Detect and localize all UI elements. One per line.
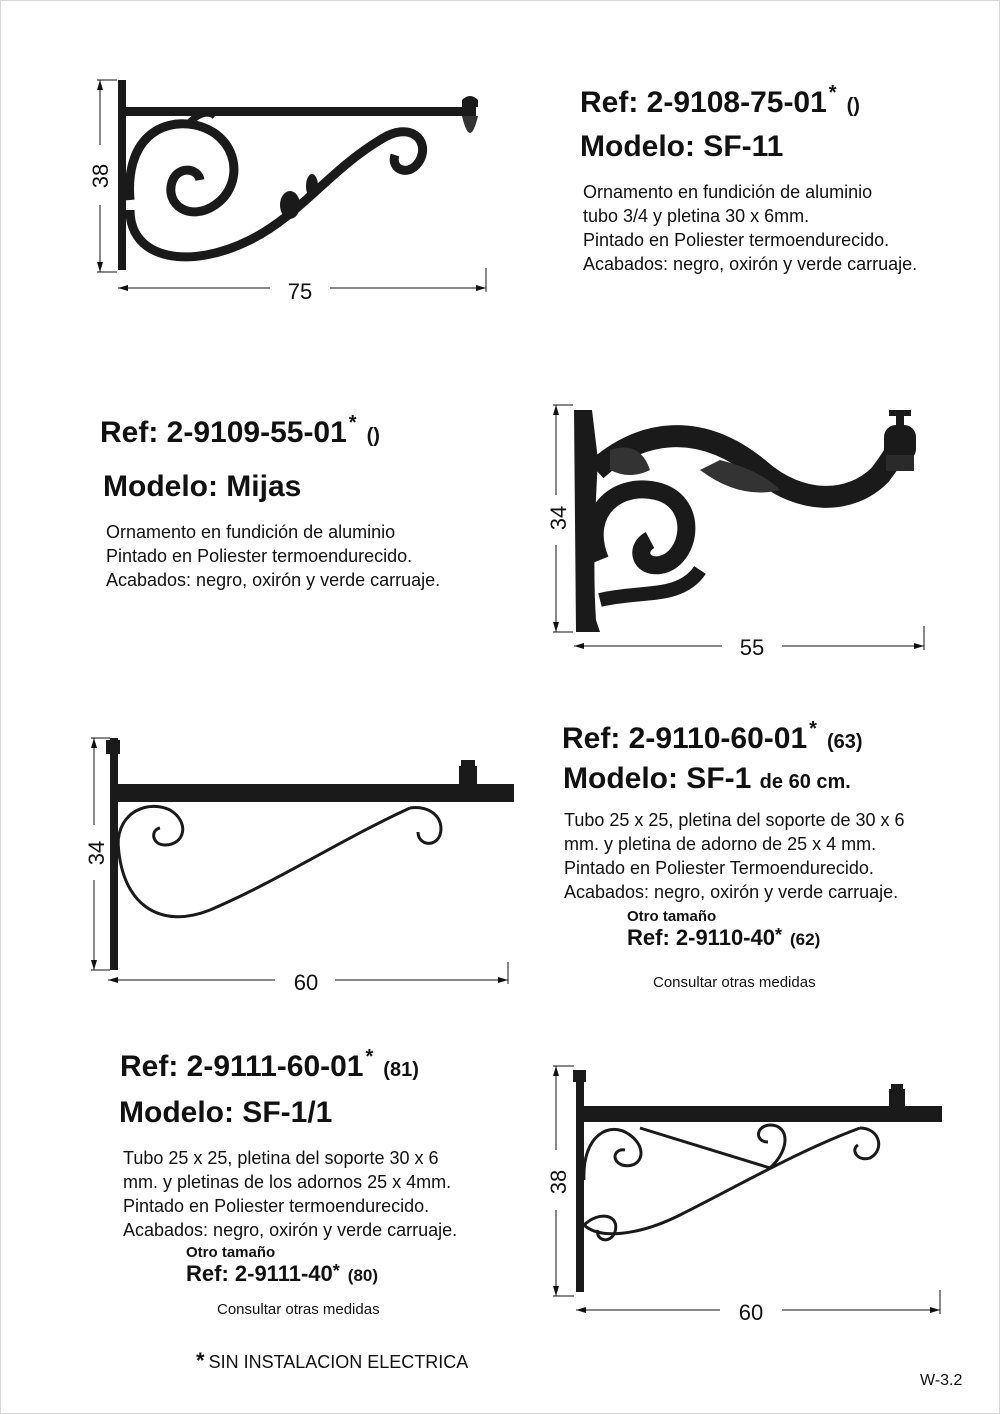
product-ref-sf11 [580, 82, 860, 120]
other-ref-text: Ref: 2-9110-40 [627, 925, 775, 950]
dim-height-mijas: 34 [546, 505, 571, 531]
desc-line: Pintado en Poliester Termoendurecido. [564, 858, 874, 878]
desc-line: Acabados: negro, oxirón y verde carruaje. [564, 882, 899, 902]
price-code: (81) [383, 1059, 419, 1081]
desc-line: Tubo 25 x 25, pletina del soporte de 30 x 6 [564, 810, 905, 830]
model-text: Modelo: SF-11 [580, 130, 784, 163]
product-model-mijas [103, 470, 301, 504]
dim-width-mijas: 55 [739, 635, 765, 660]
price-code: (63) [826, 731, 863, 753]
dim-height-sf11: 38 [88, 163, 113, 189]
product-desc-sf1 [564, 808, 905, 904]
product-desc-sf11 [583, 180, 917, 276]
consult-note-sf1: Consultar otras medidas [653, 974, 816, 991]
ref-text: Ref: 2-9110-60-01 [562, 722, 808, 755]
bracket-sf1-image [106, 738, 514, 970]
desc-line: Ornamento en fundición de aluminio [583, 182, 873, 202]
other-size-label: Otro tamaño [627, 908, 717, 925]
footer-note [196, 1348, 468, 1374]
product-desc-mijas [106, 520, 440, 592]
ref-text: Ref: 2-9111-60-01 [120, 1050, 364, 1083]
ref-text: Ref: 2-9108-75-01 [580, 86, 827, 119]
other-size-ref [186, 1261, 378, 1287]
product-model-sf1-1 [119, 1096, 332, 1130]
model-text: Modelo: Mijas [103, 470, 302, 503]
other-size-ref [627, 925, 820, 951]
desc-line: Acabados: negro, oxirón y verde carruaje. [583, 254, 918, 274]
other-price-code: (62) [790, 930, 821, 949]
consult-note-sf1-1: Consultar otras medidas [217, 1301, 380, 1318]
bracket-sf11-image [118, 80, 478, 270]
product-ref-mijas [100, 412, 380, 450]
price-code: () [366, 425, 380, 447]
bracket-sf1-1-image [573, 1070, 942, 1292]
desc-line: tubo 3/4 y pletina 30 x 6mm. [583, 206, 810, 226]
product-ref-sf1 [562, 718, 863, 756]
model-text: Modelo: SF-1/1 [119, 1096, 333, 1129]
desc-line: Acabados: negro, oxirón y verde carruaje. [106, 570, 441, 590]
product-model-sf11 [580, 130, 783, 164]
dimension-lines-sf1-1 [546, 1066, 940, 1325]
other-price-code: (80) [347, 1266, 379, 1285]
asterisk: * [196, 1348, 205, 1373]
asterisk: * [365, 1046, 374, 1068]
other-ref-text: Ref: 2-9111-40 [186, 1261, 333, 1286]
ref-text: Ref: 2-9109-55-01 [100, 416, 347, 449]
bracket-mijas-image [574, 410, 916, 632]
other-size-sf1 [627, 908, 820, 951]
desc-line: Pintado en Poliester termoendurecido. [123, 1196, 430, 1216]
footer-note-text: SIN INSTALACION ELECTRICA [208, 1352, 469, 1372]
dim-height-sf1-1: 38 [546, 1169, 571, 1195]
desc-line: mm. y pletina de adorno de 25 x 4 mm. [564, 834, 877, 854]
desc-line: Pintado en Poliester termoendurecido. [583, 230, 890, 250]
asterisk: * [348, 412, 357, 434]
asterisk: * [332, 1261, 340, 1281]
asterisk: * [828, 82, 837, 104]
desc-line: Acabados: negro, oxirón y verde carruaje. [123, 1220, 458, 1240]
price-code: () [846, 95, 860, 117]
product-desc-sf1-1 [123, 1146, 457, 1242]
desc-line: Tubo 25 x 25, pletina del soporte 30 x 6 [123, 1148, 439, 1168]
other-size-sf1-1 [186, 1244, 378, 1287]
asterisk: * [809, 718, 817, 740]
model-suffix: de 60 cm. [759, 771, 851, 793]
page-code: W-3.2 [920, 1372, 963, 1389]
desc-line: mm. y pletinas de los adornos 25 x 4mm. [123, 1172, 452, 1192]
dim-width-sf1: 60 [293, 970, 319, 995]
product-model-sf1 [563, 762, 851, 796]
dim-height-sf1: 34 [84, 840, 109, 866]
product-ref-sf1-1 [120, 1046, 419, 1084]
desc-line: Ornamento en fundición de aluminio [106, 522, 396, 542]
dim-width-sf11: 75 [287, 279, 313, 304]
dim-width-sf1-1: 60 [738, 1300, 764, 1325]
desc-line: Pintado en Poliester termoendurecido. [106, 546, 413, 566]
model-text: Modelo: SF-1 [563, 762, 752, 795]
asterisk: * [774, 925, 782, 945]
other-size-label: Otro tamaño [186, 1244, 276, 1261]
